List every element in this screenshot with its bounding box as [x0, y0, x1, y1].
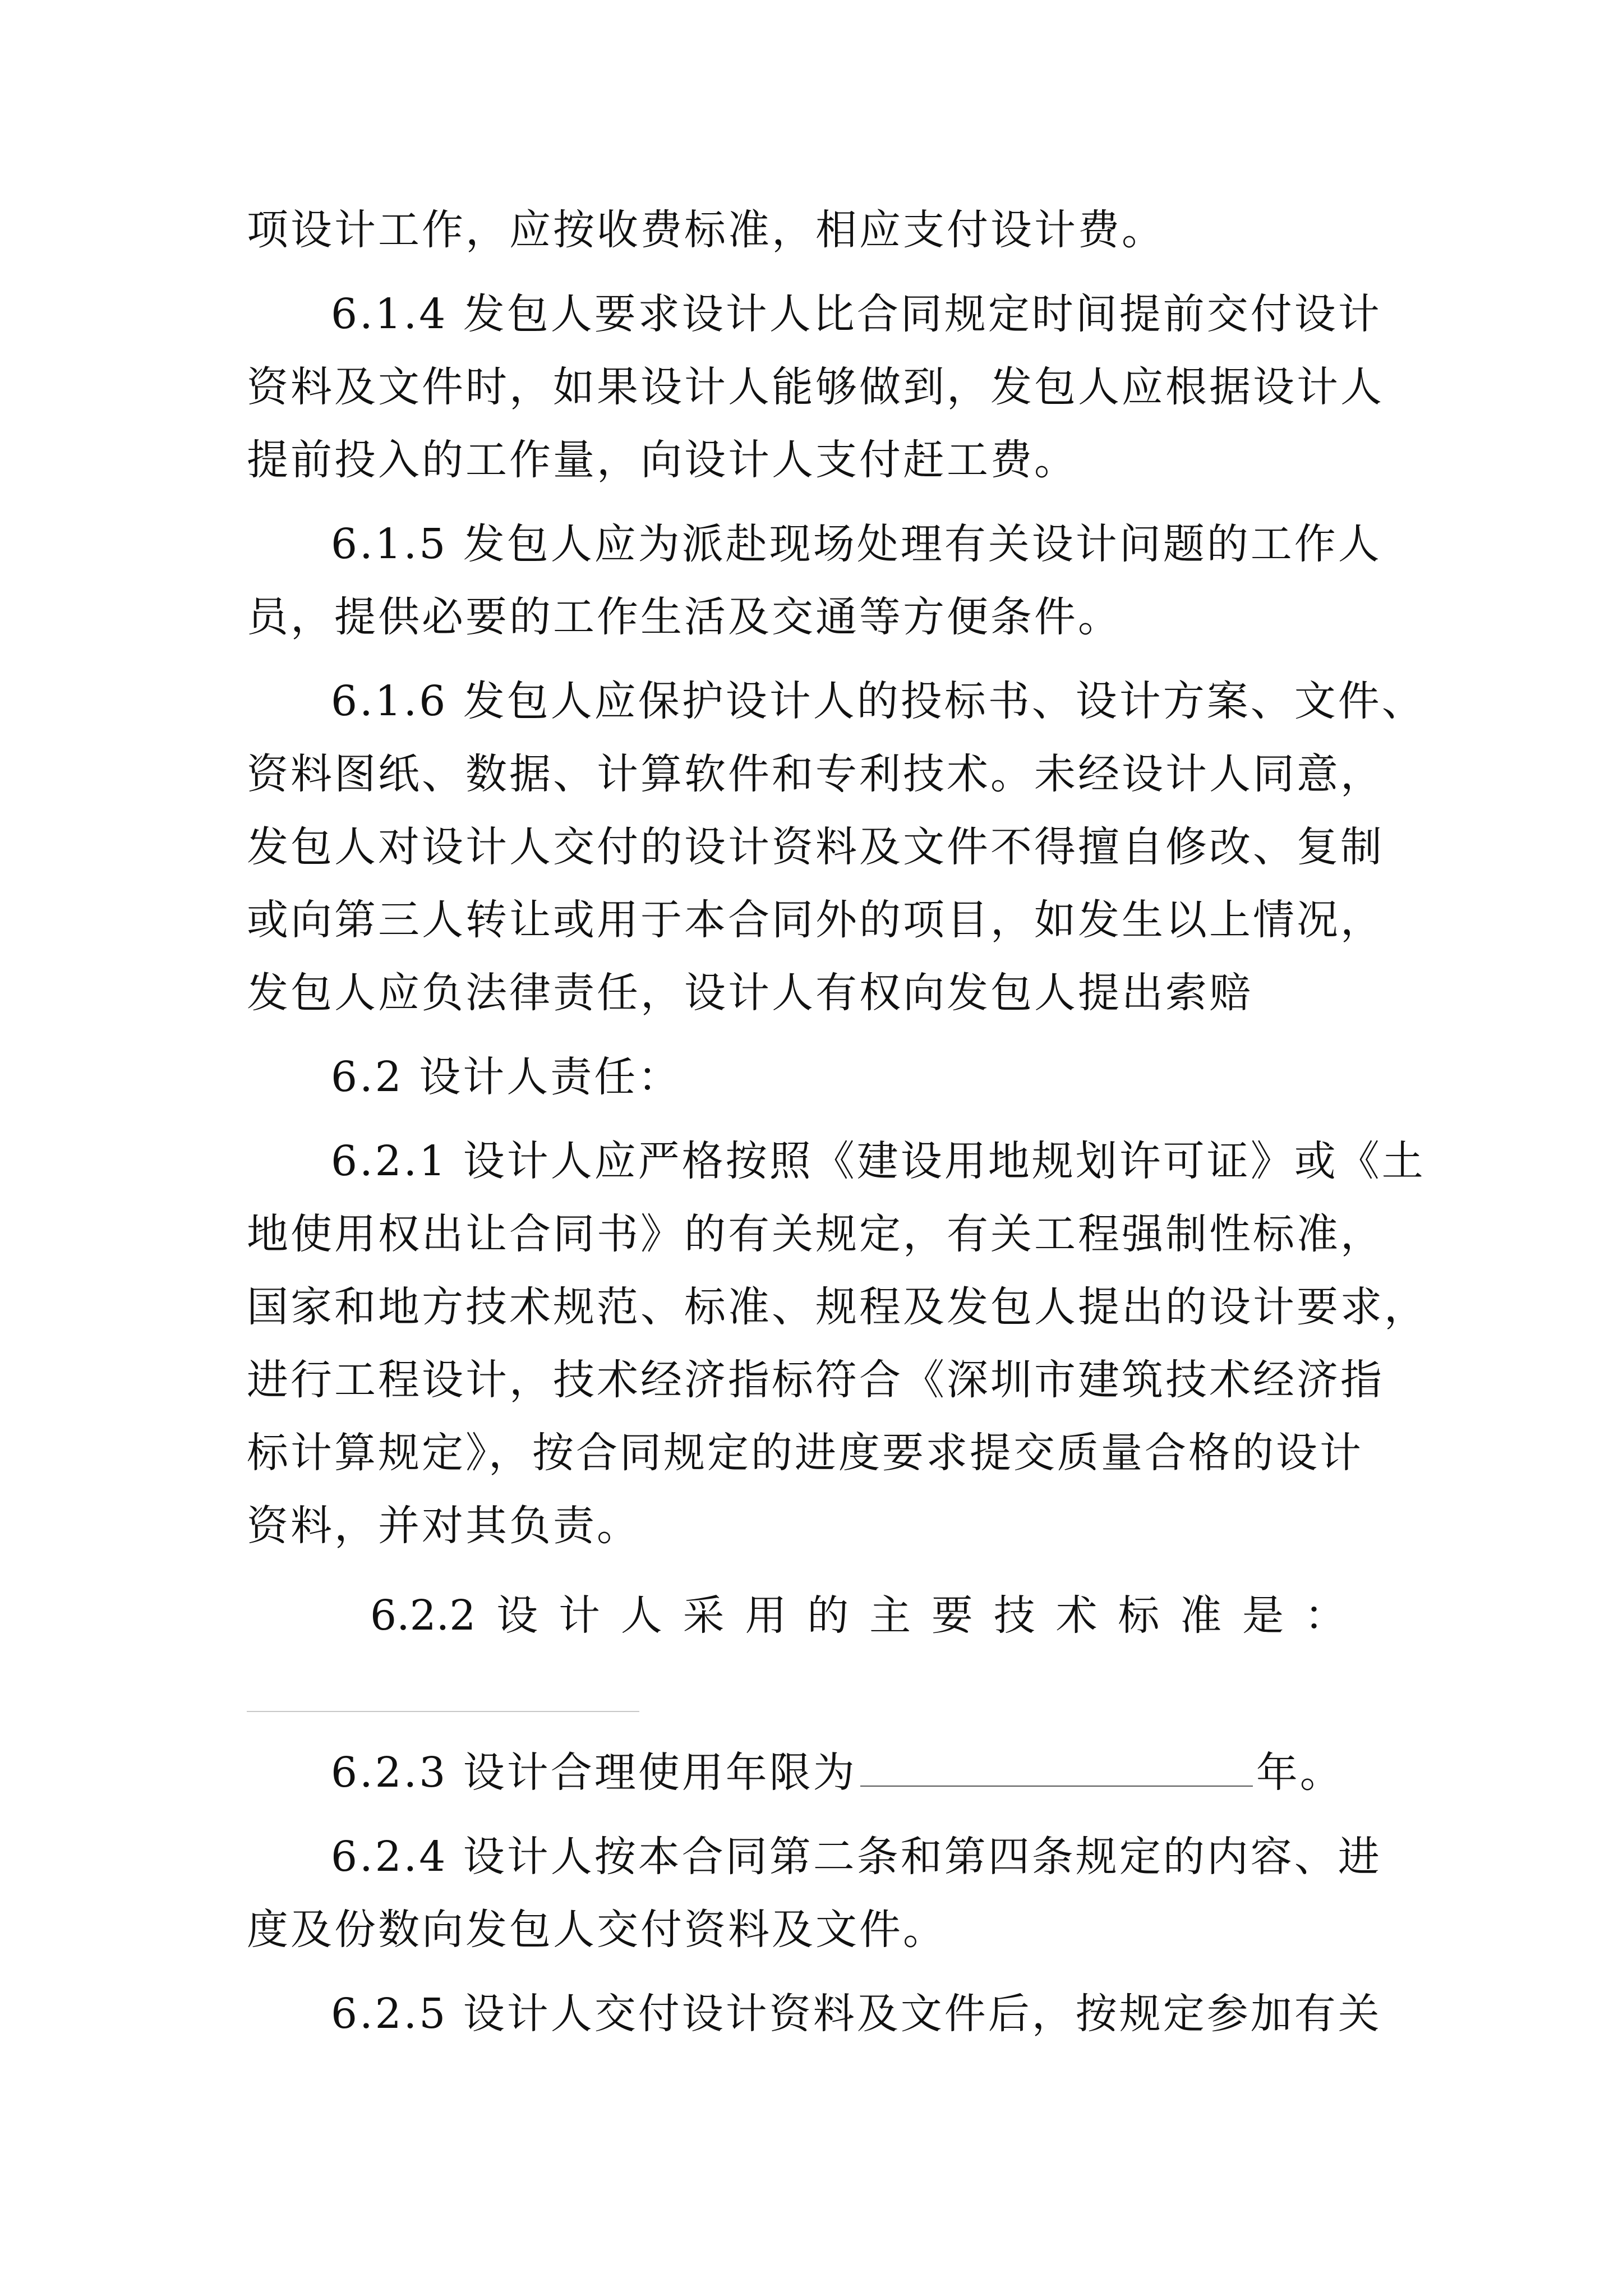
paragraph-line: 国家和地方技术规范、标准、规程及发包人提出的设计要求，: [247, 1283, 1428, 1331]
clause-6-2-1-line: 6.2.1 设计人应严格按照《建设用地规划许可证》或《土: [331, 1137, 1426, 1185]
paragraph-line: 进行工程设计，技术经济指标符合《深圳市建筑技术经济指: [247, 1356, 1384, 1404]
paragraph-line: 地使用权出让合同书》的有关规定，有关工程强制性标准，: [247, 1210, 1384, 1258]
paragraph-line: 资料，并对其负责。: [247, 1502, 640, 1550]
clause-number: 6.2.2: [370, 1591, 476, 1640]
paragraph-line: 员，提供必要的工作生活及交通等方便条件。: [247, 593, 1122, 641]
paragraph-line: 资料图纸、数据、计算软件和专利技术。未经设计人同意，: [247, 750, 1384, 798]
paragraph-line: 资料及文件时，如果设计人能够做到，发包人应根据设计人: [247, 363, 1384, 411]
blank-field: [860, 1753, 1253, 1787]
paragraph-line: 发包人对设计人交付的设计资料及文件不得擅自修改、复制: [247, 823, 1384, 871]
clause-6-1-4-line: 6.1.4 发包人要求设计人比合同规定时间提前交付设计: [331, 290, 1382, 338]
paragraph-line: 项设计工作，应按收费标准，相应支付设计费。: [247, 206, 1165, 254]
clause-6-2-4-line: 6.2.4 设计人按本合同第二条和第四条规定的内容、进: [331, 1833, 1382, 1881]
paragraph-line: 标计算规定》，按合同规定的进度要求提交质量合格的设计: [247, 1429, 1363, 1477]
clause-6-1-5-line: 6.1.5 发包人应为派赴现场处理有关设计问题的工作人: [331, 520, 1382, 568]
section-6-2-heading: 6.2 设计人责任：: [331, 1053, 682, 1101]
paragraph-line: 提前投入的工作量，向设计人支付赶工费。: [247, 436, 1078, 484]
clause-6-2-3-line: 6.2.3 设计合理使用年限为 年。: [331, 1749, 1344, 1797]
paragraph-line: 或向第三人转让或用于本合同外的项目，如发生以上情况，: [247, 896, 1384, 944]
paragraph-line: 度及份数向发包人交付资料及文件。: [247, 1906, 947, 1954]
clause-6-2-2-line: 6.2.2 设 计 人 采 用 的 主 要 技 术 标 准 是 ：: [370, 1588, 1346, 1644]
clause-6-2-5-line: 6.2.5 设计人交付设计资料及文件后，按规定参加有关: [331, 1990, 1382, 2038]
paragraph-line: 发包人应负法律责任，设计人有权向发包人提出索赔: [247, 969, 1253, 1017]
blank-underline-rule: [247, 1711, 639, 1712]
clause-6-1-6-line: 6.1.6 发包人应保护设计人的投标书、设计方案、文件、: [331, 677, 1426, 725]
